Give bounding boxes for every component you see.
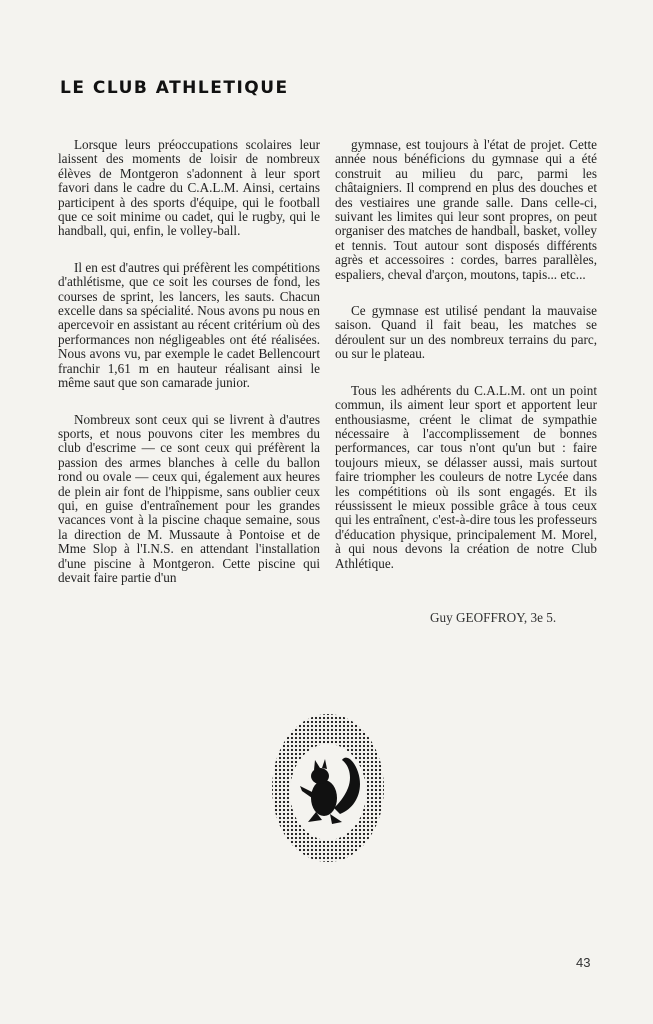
- paragraph: Tous les adhérents du C.A.L.M. ont un point commun, ils aiment leur sport et apportent leur enthousiasme, créent le climat de sympathie nécessaire à l'accomplissement de bonnes performances, car tous n'ont qu'un but : faire toujours mieux, se délasser aussi, mais surtout faire triompher les couleurs de notre Lycée dans les compétitions où ils sont engagés. Et ils réussissent le mieux possible grâce à tous ceux qui les entraînent, c'est-à-dire tous les professeurs d'éducation physique, principalement M. Morel, à qui nous devons la création de notre Club Athlétique.: [335, 382, 598, 571]
- paragraph: Ce gymnase est utilisé pendant la mauvaise saison. Quand il fait beau, les matches se déroulent sur un des nombreux terrains du parc, ou sur le plateau.: [335, 303, 597, 362]
- left-column: [58, 138, 320, 607]
- author-signature: Guy GEOFFROY, 3e 5.: [430, 610, 557, 625]
- paragraph: gymnase, est toujours à l'état de projet. Cette année nous bénéficions du gymnase qui a été construit au milieu du parc, parmi les châtaigniers. Il comprend en plus des douches et des vestiaires une grande salle. Dans celle-ci, suivant les limites qui leur sont propres, on peut organiser des matches de handball, basket, volley et tennis. Tout autour sont disposés différents agrès et accessoires : cordes, barres parallèles, espaliers, cheval d'arçon, moutons, tapis... etc...: [335, 137, 597, 282]
- paragraph: Il en est d'autres qui préfèrent les compétitions d'athlétisme, que ce soit les courses de fond, les courses de sprint, les lancers, les sauts. Chacun excelle dans sa spécialité. Nous avons pu nous en apercevoir en assistant au récent critérium où des performances non négligeables ont été réalisées. Nous avons vu, par exemple le cadet Bellencourt franchir 1,61 m en hauteur réalisant ainsi le même saut que son camarade junior.: [58, 259, 320, 391]
- squirrel-emblem-icon: [270, 712, 386, 864]
- right-column: [335, 138, 597, 593]
- paragraph: Lorsque leurs préoccupations scolaires leur laissent des moments de loisir de nombreux élèves de Montgeron s'adonnent à leur sport favori dans le cadre du C.A.L.M. Ainsi, certains participent à des sports d'équipe, qui le football que ce soit minime ou cadet, qui le rugby, qui le handball, qui, enfin, le volley-ball.: [58, 137, 320, 239]
- paragraph: Nombreux sont ceux qui se livrent à d'autres sports, et nous pouvons citer les membres du club d'escrime — ce sont ceux qui préfèrent la passion des armes blanches à celle du ballon rond ou ovale — ceux qui, également aux heures de plein air font de l'hippisme, sans oublier ceux qui, en guise d'entraînement pour les grandes vacances vont à la piscine chaque semaine, sous la direction de M. Mussaute à Pontoise et de Mme Slop à l'I.N.S. en attendant l'installation d'une piscine à Montgeron. Cette piscine qui devait faire partie d'un: [58, 411, 320, 585]
- page-number: 43: [576, 955, 591, 970]
- article-heading: LE CLUB ATHLETIQUE: [60, 78, 289, 98]
